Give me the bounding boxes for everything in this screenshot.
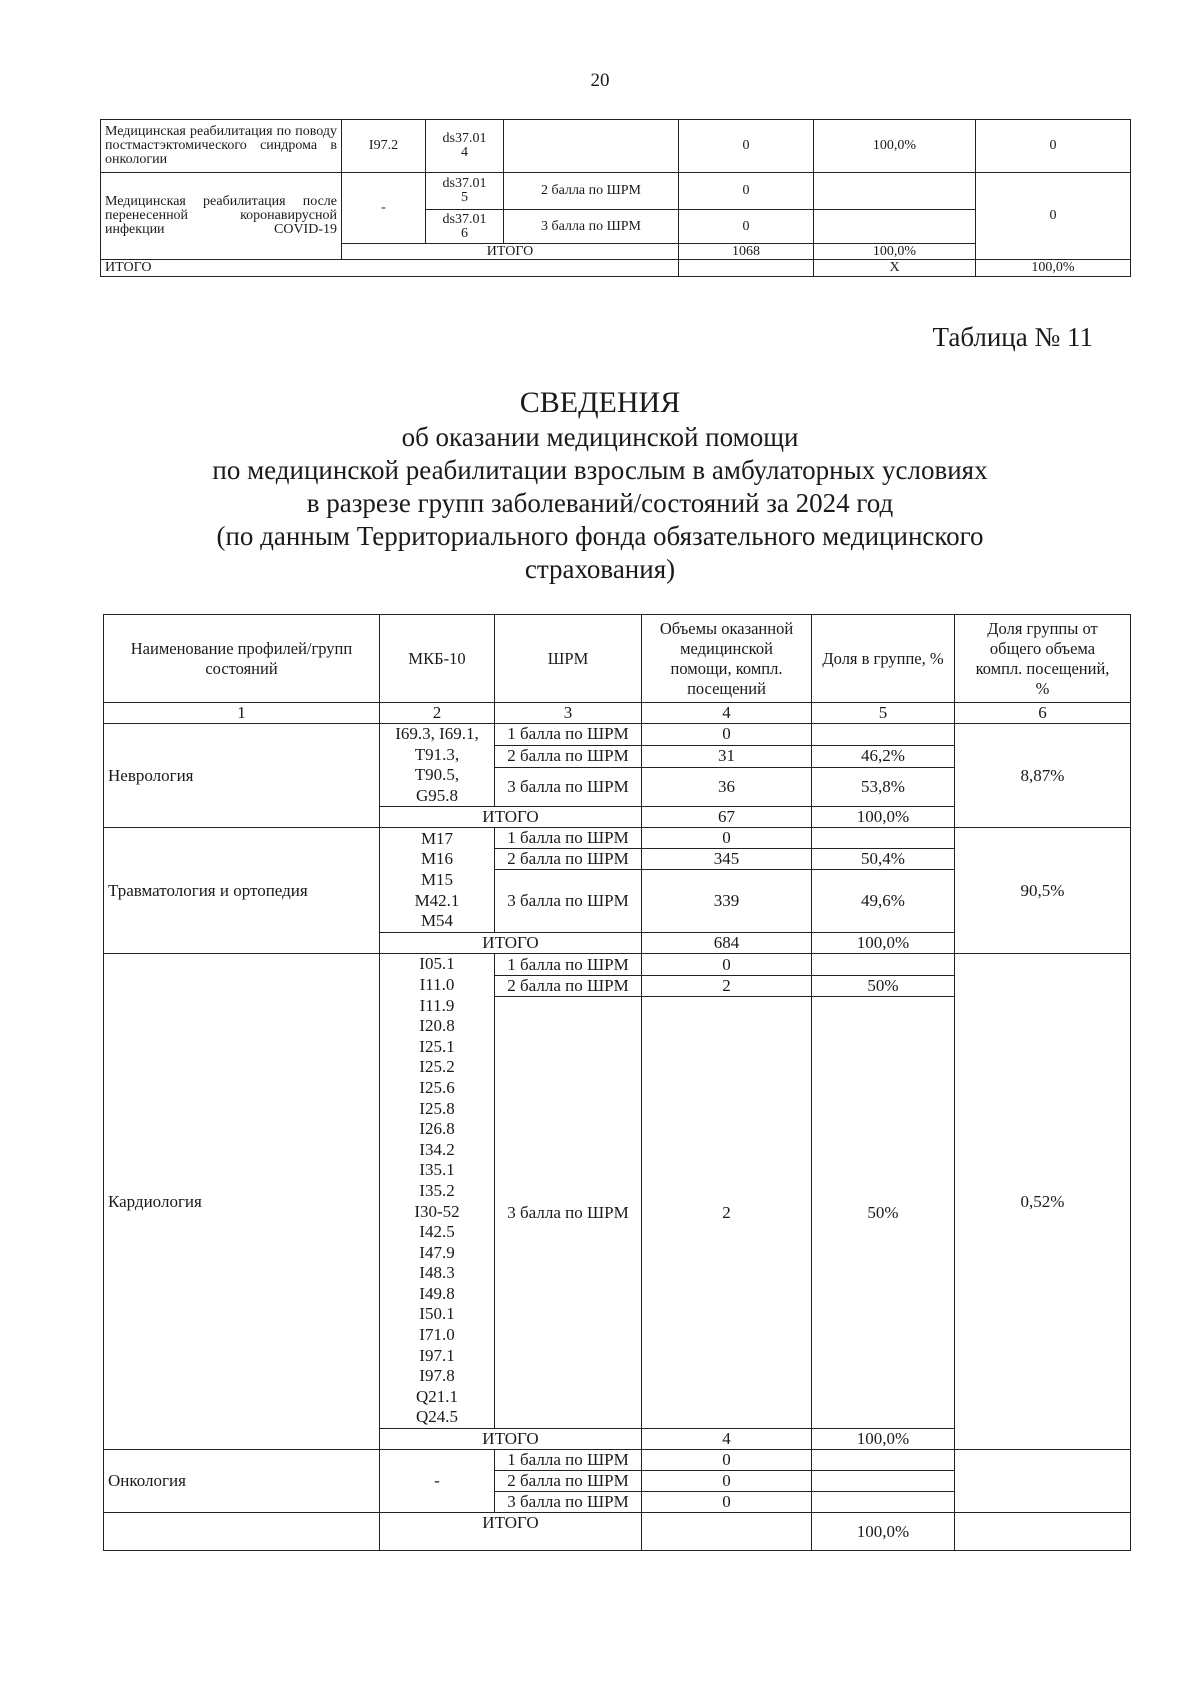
total-volume: 684 <box>642 933 812 954</box>
icd-code: I71.0 <box>419 1325 455 1345</box>
share-cell: 50,4% <box>812 849 955 870</box>
icd-code: T90.5, <box>414 765 460 785</box>
heading-line: в разрезе групп заболеваний/состояний за 2024 год <box>306 488 894 518</box>
service-code: ds37.014 <box>426 120 504 173</box>
icd-code: I50.1 <box>419 1304 455 1324</box>
shrm-cell: 1 балла по ШРМ <box>495 724 642 746</box>
icd-code: I97.8 <box>419 1366 455 1386</box>
icd-code: I25.2 <box>419 1057 455 1077</box>
volume-cell: 2 <box>642 975 812 996</box>
column-number: 2 <box>380 703 495 724</box>
icd-code: I97.1 <box>419 1345 455 1365</box>
table-row <box>101 120 1131 173</box>
icd-code: M16 <box>420 849 454 869</box>
volume-cell: 0 <box>642 1450 812 1471</box>
column-number: 5 <box>812 703 955 724</box>
group-share-cell: 0 <box>976 120 1131 173</box>
volume-cell: 0 <box>679 210 814 244</box>
total-share: 100,0% <box>812 1513 955 1551</box>
volume-cell: 2 <box>642 997 812 1429</box>
icd-code: I69.3, I69.1, <box>395 724 479 743</box>
column-header: Объемы оказанной медицинской помощи, компл. посещений <box>642 615 812 703</box>
shrm-cell: 3 балла по ШРМ <box>495 767 642 807</box>
volume-cell: 0 <box>679 173 814 210</box>
icd-code: M42.1 <box>414 890 460 910</box>
shrm-cell: 2 балла по ШРМ <box>495 1471 642 1492</box>
row-name: Медицинская реабилитация после перенесенной коронавирусной инфекции COVID-19 <box>101 173 342 260</box>
grand-total-mark: Х <box>814 260 976 277</box>
shrm-cell <box>504 120 679 173</box>
share-cell: 53,8% <box>812 767 955 807</box>
table-row <box>104 1513 1131 1551</box>
share-cell <box>814 210 976 244</box>
group-name: Кардиология <box>104 954 380 1450</box>
total-volume: 1068 <box>679 244 814 260</box>
column-header: ШРМ <box>495 615 642 703</box>
icd-code: I11.9 <box>419 995 455 1015</box>
top-continuation-table <box>100 119 1131 277</box>
volume-cell: 31 <box>642 745 812 767</box>
table-number: Таблица № 11 <box>932 322 1093 352</box>
share-cell: 50% <box>812 975 955 996</box>
icd-code: M15 <box>420 870 454 890</box>
volume-cell: 0 <box>642 724 812 746</box>
heading-title: СВЕДЕНИЯ <box>519 386 681 419</box>
group-name: Травматология и ортопедия <box>104 828 380 954</box>
icd-code: I35.2 <box>419 1180 455 1200</box>
shrm-cell: 1 балла по ШРМ <box>495 1450 642 1471</box>
document-heading <box>0 385 1200 586</box>
icd-code: I25.1 <box>419 1036 455 1056</box>
total-volume: 67 <box>642 807 812 828</box>
table-row <box>104 1450 1131 1471</box>
column-number: 1 <box>104 703 380 724</box>
share-cell <box>812 954 955 975</box>
rehabilitation-table <box>103 614 1131 1551</box>
grand-total-value: 100,0% <box>976 260 1131 277</box>
share-cell <box>812 828 955 849</box>
volume-cell: 345 <box>642 849 812 870</box>
group-share-cell: 0,52% <box>955 954 1131 1450</box>
group-share-cell: 0 <box>976 173 1131 260</box>
row-name: Медицинская реабилитация по поводу постмастэктомического синдрома в онкологии <box>101 120 342 173</box>
icd-code: I34.2 <box>419 1139 455 1159</box>
icd-code: I97.2 <box>342 120 426 173</box>
column-number: 3 <box>495 703 642 724</box>
icd-code: I35.1 <box>419 1160 455 1180</box>
column-number: 6 <box>955 703 1131 724</box>
volume-cell: 0 <box>642 954 812 975</box>
column-header: МКБ-10 <box>380 615 495 703</box>
total-label: ИТОГО <box>380 807 642 828</box>
column-number: 4 <box>642 703 812 724</box>
share-cell <box>812 1471 955 1492</box>
group-name: Онкология <box>104 1450 380 1513</box>
share-cell: 100,0% <box>814 120 976 173</box>
icd-codes <box>380 724 495 807</box>
icd-code: I30-52 <box>414 1201 460 1221</box>
volume-cell: 0 <box>679 120 814 173</box>
group-share-cell: 90,5% <box>955 828 1131 954</box>
shrm-cell: 2 балла по ШРМ <box>495 849 642 870</box>
group-share-cell <box>955 1450 1131 1513</box>
service-code: ds37.016 <box>426 210 504 244</box>
shrm-cell: 3 балла по ШРМ <box>495 870 642 933</box>
heading-line: (по данным Территориального фонда обязательного медицинского <box>216 521 984 551</box>
icd-code: - <box>342 173 426 244</box>
icd-code: I05.1 <box>419 954 455 974</box>
icd-code: I20.8 <box>419 1016 455 1036</box>
header-row <box>104 615 1131 703</box>
shrm-cell: 1 балла по ШРМ <box>495 828 642 849</box>
icd-code: I42.5 <box>419 1222 455 1242</box>
total-share: 100,0% <box>812 1429 955 1450</box>
icd-code: I48.3 <box>419 1263 455 1283</box>
page-number: 20 <box>590 70 610 91</box>
column-header: Доля в группе, % <box>812 615 955 703</box>
icd-code: G95.8 <box>415 785 459 805</box>
heading-line: об оказании медицинской помощи <box>401 422 799 452</box>
share-cell <box>812 1450 955 1471</box>
icd-code: - <box>380 1450 495 1513</box>
shrm-cell: 3 балла по ШРМ <box>495 997 642 1429</box>
total-label: ИТОГО <box>380 1513 642 1551</box>
volume-cell: 36 <box>642 767 812 807</box>
shrm-cell: 2 балла по ШРМ <box>495 975 642 996</box>
shrm-cell: 3 балла по ШРМ <box>504 210 679 244</box>
icd-code: T91.3, <box>414 744 460 764</box>
icd-code: Q24.5 <box>415 1407 459 1427</box>
table-row <box>104 724 1131 746</box>
total-label: ИТОГО <box>342 244 679 260</box>
icd-codes <box>380 954 495 1429</box>
icd-code: I11.0 <box>419 974 455 994</box>
icd-codes <box>380 828 495 933</box>
share-cell <box>814 173 976 210</box>
total-label: ИТОГО <box>380 1429 642 1450</box>
total-volume: 4 <box>642 1429 812 1450</box>
grand-total-label: ИТОГО <box>101 260 679 277</box>
icd-code: M54 <box>420 911 454 931</box>
shrm-cell: 3 балла по ШРМ <box>495 1492 642 1513</box>
column-header: Доля группы от общего объема компл. посещений, % <box>955 615 1131 703</box>
icd-code: I26.8 <box>419 1119 455 1139</box>
share-cell <box>812 724 955 746</box>
table-row <box>104 828 1131 849</box>
empty-cell <box>104 1513 380 1551</box>
table-row <box>101 260 1131 277</box>
heading-line: по медицинской реабилитации взрослым в амбулаторных условиях <box>212 455 988 485</box>
shrm-cell: 2 балла по ШРМ <box>495 745 642 767</box>
service-code: ds37.015 <box>426 173 504 210</box>
total-share: 100,0% <box>814 244 976 260</box>
empty-cell <box>679 260 814 277</box>
group-share-cell: 8,87% <box>955 724 1131 828</box>
column-header: Наименование профилей/групп состояний <box>104 615 380 703</box>
volume-cell: 0 <box>642 1471 812 1492</box>
share-cell <box>812 1492 955 1513</box>
volume-cell: 0 <box>642 1492 812 1513</box>
icd-code: I25.8 <box>419 1098 455 1118</box>
icd-code: M17 <box>420 828 454 848</box>
shrm-cell: 2 балла по ШРМ <box>504 173 679 210</box>
total-label: ИТОГО <box>380 933 642 954</box>
icd-code: I25.6 <box>419 1077 455 1097</box>
icd-code: I49.8 <box>419 1283 455 1303</box>
column-number-row <box>104 703 1131 724</box>
group-name: Неврология <box>104 724 380 828</box>
icd-code: I47.9 <box>419 1242 455 1262</box>
table-row <box>101 173 1131 210</box>
share-cell: 49,6% <box>812 870 955 933</box>
empty-cell <box>955 1513 1131 1551</box>
share-cell: 50% <box>812 997 955 1429</box>
share-cell: 46,2% <box>812 745 955 767</box>
heading-line: страхования) <box>524 554 676 584</box>
total-share: 100,0% <box>812 933 955 954</box>
total-volume <box>642 1513 812 1551</box>
table-row <box>104 954 1131 975</box>
volume-cell: 0 <box>642 828 812 849</box>
total-share: 100,0% <box>812 807 955 828</box>
shrm-cell: 1 балла по ШРМ <box>495 954 642 975</box>
volume-cell: 339 <box>642 870 812 933</box>
icd-code: Q21.1 <box>415 1386 459 1406</box>
